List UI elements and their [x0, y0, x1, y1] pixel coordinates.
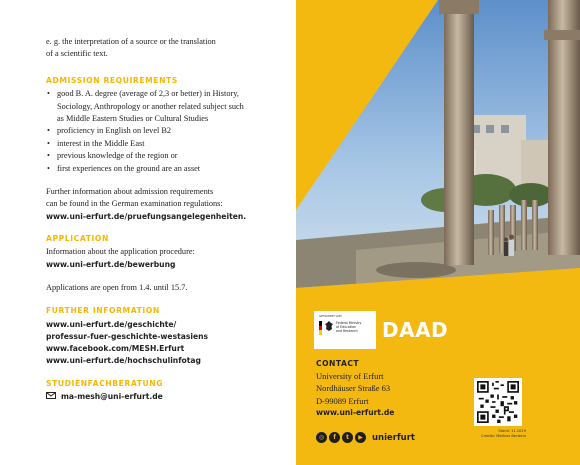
application-text: Information about the application procedure:: [46, 247, 195, 257]
admission-list: [46, 88, 296, 175]
list-item: • first experiences on the ground are an asset: [46, 163, 296, 175]
contact-website-link[interactable]: www.uni-erfurt.de: [316, 407, 395, 417]
ministry-name: Federal Ministry of Education and Research: [336, 321, 362, 333]
german-flag-icon: [319, 321, 322, 335]
admission-heading: ADMISSION REQUIREMENTS: [46, 75, 178, 85]
instagram-icon[interactable]: ◎: [316, 432, 327, 443]
mail-icon: [46, 391, 56, 403]
right-panel: [296, 0, 580, 465]
application-dates: Applications are open from 1.4. until 15.7.: [46, 282, 188, 292]
admission-further-text: Further information about admission requirements can be found in the German examination regulations:: [46, 187, 223, 209]
advising-email-row[interactable]: [46, 391, 296, 403]
list-item: • previous knowledge of the region or: [46, 150, 296, 162]
contact-line: D-99089 Erfurt: [316, 395, 369, 406]
bmbf-logo: [314, 311, 376, 349]
eagle-icon: [325, 321, 333, 331]
qr-code[interactable]: [474, 378, 522, 426]
list-item: • proficiency in English on level B2: [46, 125, 296, 137]
infotag-link[interactable]: www.uni-erfurt.de/hochschulinfotag: [46, 355, 201, 365]
intro-text: e. g. the interpretation of a source or the translation of a scientific text.: [46, 37, 216, 59]
regulations-link[interactable]: www.uni-erfurt.de/pruefungsangelegenheiten.: [46, 211, 247, 221]
twitter-icon[interactable]: t: [342, 432, 353, 443]
contact-block: [316, 358, 394, 419]
contact-line: Nordhäuser Straße 63: [316, 383, 391, 394]
youtube-icon[interactable]: ▶: [355, 432, 366, 443]
list-item: • good B. A. degree (average of 2,3 or better) in History, Sociology, Anthropology or another related subject such as Middle Eastern Studies or Cultural Studies: [46, 88, 251, 125]
social-handle[interactable]: unierfurt: [372, 432, 415, 443]
contact-heading: CONTACT: [316, 359, 360, 368]
application-heading: APPLICATION: [46, 233, 109, 243]
ruins-photo: [296, 0, 580, 310]
advising-heading: STUDIENFACHBERATUNG: [46, 378, 164, 388]
facebook-link[interactable]: www.facebook.com/MESH.Erfurt: [46, 343, 185, 353]
facebook-icon[interactable]: f: [329, 432, 340, 443]
social-row: [316, 432, 415, 443]
list-item: • interest in the Middle East: [46, 138, 296, 150]
advising-email[interactable]: ma-mesh@uni-erfurt.de: [61, 391, 163, 401]
history-chair-link-cont[interactable]: professur-fuer-geschichte-westasiens: [46, 331, 209, 341]
further-info-heading: FURTHER INFORMATION: [46, 306, 160, 316]
history-chair-link[interactable]: www.uni-erfurt.de/geschichte/: [46, 319, 177, 329]
sponsor-label: GEFÖRDERT VOM: [319, 315, 342, 318]
credit-text: Stand: 11.2019 Credits: Mathias Bersiers: [481, 429, 526, 438]
daad-logo: DAAD: [382, 318, 449, 342]
contact-line: University of Erfurt: [316, 371, 384, 382]
application-link[interactable]: www.uni-erfurt.de/bewerbung: [46, 259, 176, 269]
text-column: [46, 36, 296, 403]
